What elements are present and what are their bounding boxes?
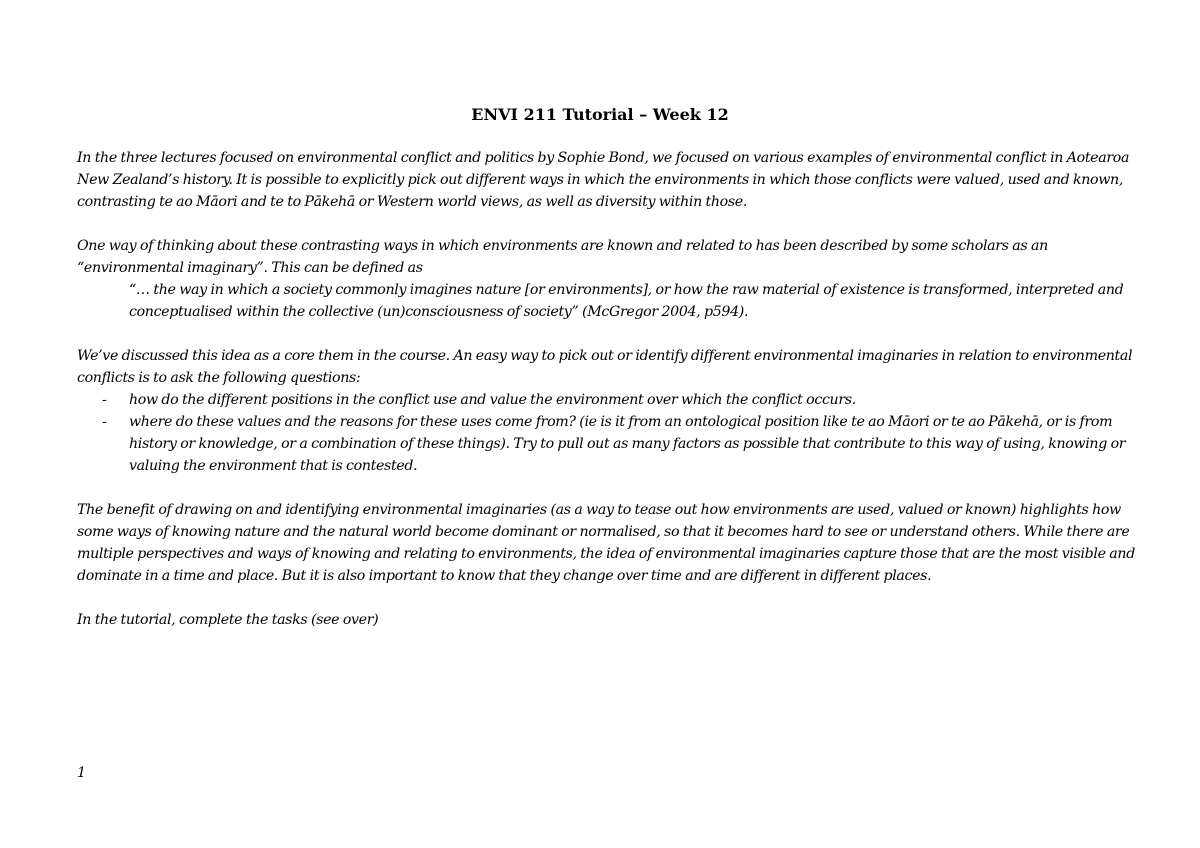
dash-marker: -	[102, 392, 107, 408]
question-list-item	[77, 389, 1147, 411]
imaginary-paragraph: One way of thinking about these contrasting ways in which environments are known and related to has been described by some scholars as an “environmental imaginary”. This can be defined as	[77, 238, 1048, 276]
questions-paragraph: We’ve discussed this idea as a core them in the course. An easy way to pick out or identify different environmental imaginaries in relation to environmental conflicts is to ask the following questions:	[77, 348, 1133, 386]
tasks-paragraph: In the tutorial, complete the tasks (see over)	[77, 612, 379, 628]
definition-quote: “… the way in which a society commonly imagines nature [or environments], or how the raw material of existence is transformed, interpreted and conceptualised within the collective (un)consciousness of society” (McGregor 2004, p594).	[129, 282, 1124, 320]
document-body	[77, 147, 1147, 631]
document-title: ENVI 211 Tutorial – Week 12	[471, 105, 729, 124]
paragraph-spacer	[77, 213, 1147, 235]
intro-paragraph: In the three lectures focused on environmental conflict and politics by Sophie Bond, we focused on various examples of environmental conflict in Aotearoa New Zealand’s history. It is possible to explicitly pick out different ways in which the environments in which those conflicts were valued, used and known, contrasting te ao Māori and te to Pākehā or Western world views, as well as diversity within those.	[77, 150, 1130, 210]
page-number: 1	[77, 765, 87, 781]
benefit-paragraph: The benefit of drawing on and identifying environmental imaginaries (as a way to tease out how environments are used, valued or known) highlights how some ways of knowing nature and the natural world become dominant or normalised, so that it becomes hard to see or understand others. While there are multiple perspectives and ways of knowing and relating to environments, the idea of environmental imaginaries capture those that are the most visible and dominate in a time and place. But it is also important to know that they change over time and are different in different places.	[77, 502, 1135, 584]
paragraph-spacer	[77, 477, 1147, 499]
paragraph-spacer	[77, 323, 1147, 345]
paragraph-spacer	[77, 587, 1147, 609]
question-text: where do these values and the reasons for these uses come from? (ie is it from an ontological position like te ao Māori or te ao Pākehā, or is from history or knowledge, or a combination of these things). Try to pull out as many factors as possible that contribute to this way of using, knowing or valuing the environment that is contested.	[129, 414, 1126, 474]
dash-marker: -	[102, 414, 107, 430]
question-text: how do the different positions in the conflict use and value the environment over which the conflict occurs.	[129, 392, 856, 408]
question-list-item	[77, 411, 1147, 477]
